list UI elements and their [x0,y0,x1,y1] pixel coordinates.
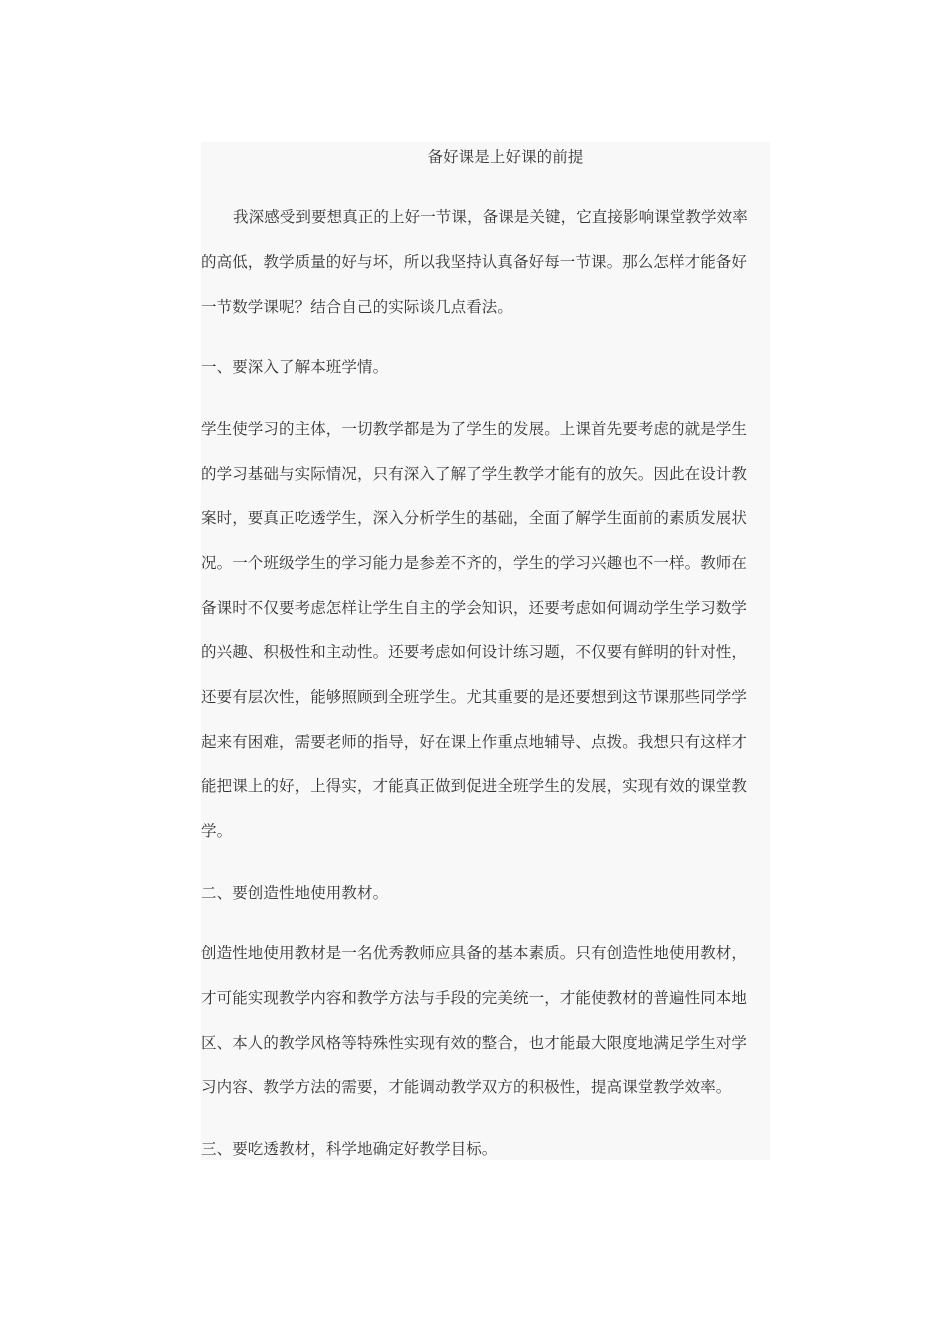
article-body [201,142,770,1160]
intro-line-1: 我深感受到要想真正的上好一节课，备课是关键，它直接影响课堂教学效率 [233,208,748,226]
document-title: 备好课是上好课的前提 [427,148,584,166]
section-1-line-1: 学生使学习的主体，一切教学都是为了学生的发展。上课首先要考虑的就是学生 [201,420,748,438]
section-3-heading: 三、要吃透教材，科学地确定好教学目标。 [201,1140,498,1158]
intro-line-3: 一节数学课呢？结合自己的实际谈几点看法。 [201,298,514,316]
intro-line-2: 的高低，教学质量的好与坏，所以我坚持认真备好每一节课。那么怎样才能备好 [201,253,748,271]
section-1-heading: 一、要深入了解本班学情。 [201,358,389,376]
section-1-line-5: 备课时不仅要考虑怎样让学生自主的学会知识，还要考虑如何调动学生学习数学 [201,599,748,617]
section-1-line-6: 的兴趣、积极性和主动性。还要考虑如何设计练习题，不仅要有鲜明的针对性， [201,643,748,661]
section-1-line-4: 况。一个班级学生的学习能力是参差不齐的，学生的学习兴趣也不一样。教师在 [201,554,748,572]
section-2-line-1: 创造性地使用教材是一名优秀教师应具备的基本素质。只有创造性地使用教材， [201,944,748,962]
section-1-line-2: 的学习基础与实际情况，只有深入了解了学生教学才能有的放矢。因此在设计教 [201,465,748,483]
section-1-line-9: 能把课上的好，上得实，才能真正做到促进全班学生的发展，实现有效的课堂教 [201,777,748,795]
section-2-line-4: 习内容、教学方法的需要，才能调动教学双方的积极性，提高课堂教学效率。 [201,1078,732,1096]
section-2-heading: 二、要创造性地使用教材。 [201,884,389,902]
section-1-line-10: 学。 [201,822,233,840]
section-1-line-7: 还要有层次性，能够照顾到全班学生。尤其重要的是还要想到这节课那些同学学 [201,688,748,706]
section-1-line-8: 起来有困难，需要老师的指导，好在课上作重点地辅导、点拨。我想只有这样才 [201,733,748,751]
section-2-line-2: 才可能实现教学内容和教学方法与手段的完美统一，才能使教材的普遍性同本地 [201,989,748,1007]
section-1-line-3: 案时，要真正吃透学生，深入分析学生的基础，全面了解学生面前的素质发展状 [201,509,748,527]
section-2-line-3: 区、本人的教学风格等特殊性实现有效的整合，也才能最大限度地满足学生对学 [201,1034,748,1052]
